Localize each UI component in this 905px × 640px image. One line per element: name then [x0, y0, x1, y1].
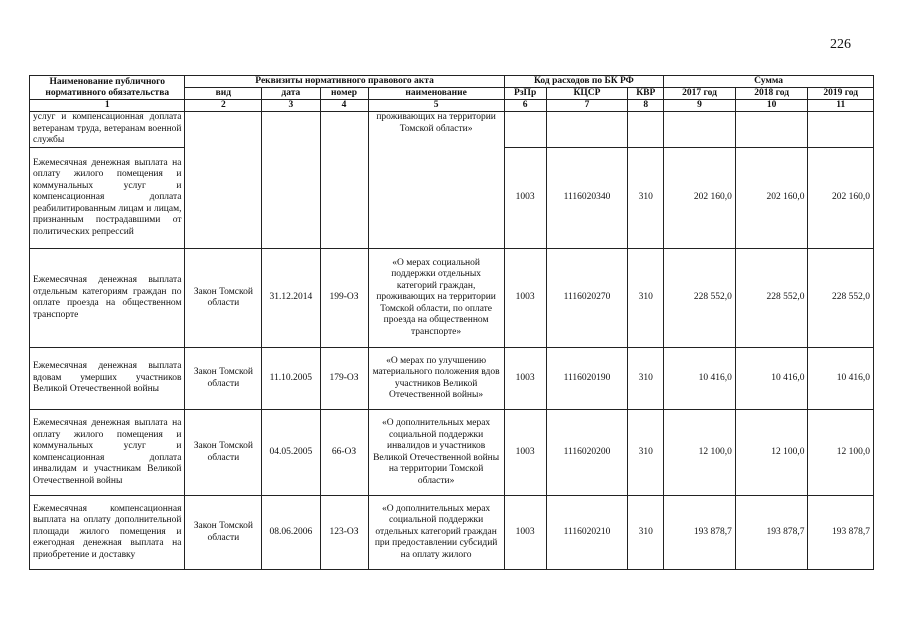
- column-number: 4: [320, 100, 368, 112]
- act-name-cell: «О мерах социальной поддержки отдельных категорий граждан, проживающих на территории Томской области, по оплате проезда на общественном транспорте»: [368, 249, 504, 348]
- act-type-cell: Закон Томской области: [185, 410, 262, 496]
- sum-2018-cell: 228 552,0: [735, 249, 808, 348]
- sum-2019-cell: 10 416,0: [808, 348, 874, 410]
- obligations-table: [29, 75, 874, 570]
- sum-2017-cell: 10 416,0: [664, 348, 736, 410]
- act-name-cell: «О дополнительных мерах социальной поддержки инвалидов и участников Великой Отечественной войны на территории Томской области»: [368, 410, 504, 496]
- sum-2018-cell: 12 100,0: [735, 410, 808, 496]
- column-number: 2: [185, 100, 262, 112]
- rzpr-cell: 1003: [504, 496, 546, 570]
- sum-2018-cell: 202 160,0: [735, 148, 808, 249]
- act-number-cell: [320, 112, 368, 249]
- page-number: 226: [830, 37, 851, 52]
- act-date-cell: 08.06.2006: [262, 496, 320, 570]
- sum-2018-cell: 10 416,0: [735, 348, 808, 410]
- header-kvr: КВР: [628, 88, 664, 100]
- obligation-cell: услуг и компенсационная доплата ветеранам труда, ветеранам военной службы: [30, 112, 185, 148]
- header-year-2019: 2019 год: [808, 88, 874, 100]
- header-year-2018: 2018 год: [735, 88, 808, 100]
- act-number-cell: 66-ОЗ: [320, 410, 368, 496]
- header-kcsr: КЦСР: [546, 88, 628, 100]
- kcsr-cell: 1116020340: [546, 148, 628, 249]
- obligation-cell: Ежемесячная денежная выплата на оплату жилого помещения и коммунальных услуг и компенсационная доплата реабилитированным лицам и лицам, признанным пострадавшими от политических репрессий: [30, 148, 185, 249]
- column-number: 3: [262, 100, 320, 112]
- act-type-cell: [185, 112, 262, 249]
- header-number: номер: [320, 88, 368, 100]
- sum-2019-cell: 193 878,7: [808, 496, 874, 570]
- column-number: 11: [808, 100, 874, 112]
- act-date-cell: 31.12.2014: [262, 249, 320, 348]
- act-date-cell: 04.05.2005: [262, 410, 320, 496]
- header-date: дата: [262, 88, 320, 100]
- column-number: 10: [735, 100, 808, 112]
- rzpr-cell: 1003: [504, 410, 546, 496]
- column-number: 6: [504, 100, 546, 112]
- act-type-cell: Закон Томской области: [185, 348, 262, 410]
- sum-2017-cell: 12 100,0: [664, 410, 736, 496]
- act-type-cell: Закон Томской области: [185, 496, 262, 570]
- table-row: [30, 496, 874, 570]
- kcsr-cell: 1116020270: [546, 249, 628, 348]
- kcsr-cell: [546, 112, 628, 148]
- sum-2019-cell: 12 100,0: [808, 410, 874, 496]
- table-row: [30, 249, 874, 348]
- header-sum: Сумма: [664, 76, 874, 88]
- header-obligation-name: Наименование публичного нормативного обязательства: [30, 76, 185, 100]
- sum-2017-cell: 228 552,0: [664, 249, 736, 348]
- sum-2017-cell: [664, 112, 736, 148]
- header-rzpr: РзПр: [504, 88, 546, 100]
- sum-2019-cell: [808, 112, 874, 148]
- obligation-cell: Ежемесячная денежная выплата отдельным категориям граждан по оплате проезда на общественном транспорте: [30, 249, 185, 348]
- column-number: 5: [368, 100, 504, 112]
- kvr-cell: 310: [628, 249, 664, 348]
- table-row: [30, 348, 874, 410]
- column-number: 7: [546, 100, 628, 112]
- act-name-cell: «О дополнительных мерах социальной поддержки отдельных категорий граждан при предоставлении субсидий на оплату жилого: [368, 496, 504, 570]
- act-date-cell: [262, 112, 320, 249]
- act-name-cell: проживающих на территории Томской области»: [368, 112, 504, 249]
- act-number-cell: 179-ОЗ: [320, 348, 368, 410]
- column-number: 8: [628, 100, 664, 112]
- header-name: наименование: [368, 88, 504, 100]
- kcsr-cell: 1116020200: [546, 410, 628, 496]
- kvr-cell: 310: [628, 410, 664, 496]
- kvr-cell: [628, 112, 664, 148]
- kvr-cell: 310: [628, 148, 664, 249]
- table-row: [30, 112, 874, 148]
- act-name-cell: «О мерах по улучшению материального положения вдов участников Великой Отечественной войны»: [368, 348, 504, 410]
- header-year-2017: 2017 год: [664, 88, 736, 100]
- act-number-cell: 199-ОЗ: [320, 249, 368, 348]
- act-type-cell: Закон Томской области: [185, 249, 262, 348]
- kvr-cell: 310: [628, 348, 664, 410]
- rzpr-cell: 1003: [504, 249, 546, 348]
- obligation-cell: Ежемесячная компенсационная выплата на оплату дополнительной площади жилого помещения и ежегодная денежная выплата на приобретение и доставку: [30, 496, 185, 570]
- column-number: 9: [664, 100, 736, 112]
- sum-2017-cell: 202 160,0: [664, 148, 736, 249]
- header-budget-code: Код расходов по БК РФ: [504, 76, 664, 88]
- sum-2019-cell: 228 552,0: [808, 249, 874, 348]
- kvr-cell: 310: [628, 496, 664, 570]
- kcsr-cell: 1116020210: [546, 496, 628, 570]
- sum-2017-cell: 193 878,7: [664, 496, 736, 570]
- sum-2018-cell: 193 878,7: [735, 496, 808, 570]
- column-number: 1: [30, 100, 185, 112]
- act-date-cell: 11.10.2005: [262, 348, 320, 410]
- kcsr-cell: 1116020190: [546, 348, 628, 410]
- rzpr-cell: [504, 112, 546, 148]
- header-type: вид: [185, 88, 262, 100]
- header-act-details: Реквизиты нормативного правового акта: [185, 76, 504, 88]
- rzpr-cell: 1003: [504, 348, 546, 410]
- act-number-cell: 123-ОЗ: [320, 496, 368, 570]
- sum-2019-cell: 202 160,0: [808, 148, 874, 249]
- table-row: [30, 410, 874, 496]
- obligation-cell: Ежемесячная денежная выплата на оплату жилого помещения и коммунальных услуг и компенсационная доплата инвалидам и участникам Великой Отечественной войны: [30, 410, 185, 496]
- sum-2018-cell: [735, 112, 808, 148]
- obligation-cell: Ежемесячная денежная выплата вдовам умерших участников Великой Отечественной войны: [30, 348, 185, 410]
- rzpr-cell: 1003: [504, 148, 546, 249]
